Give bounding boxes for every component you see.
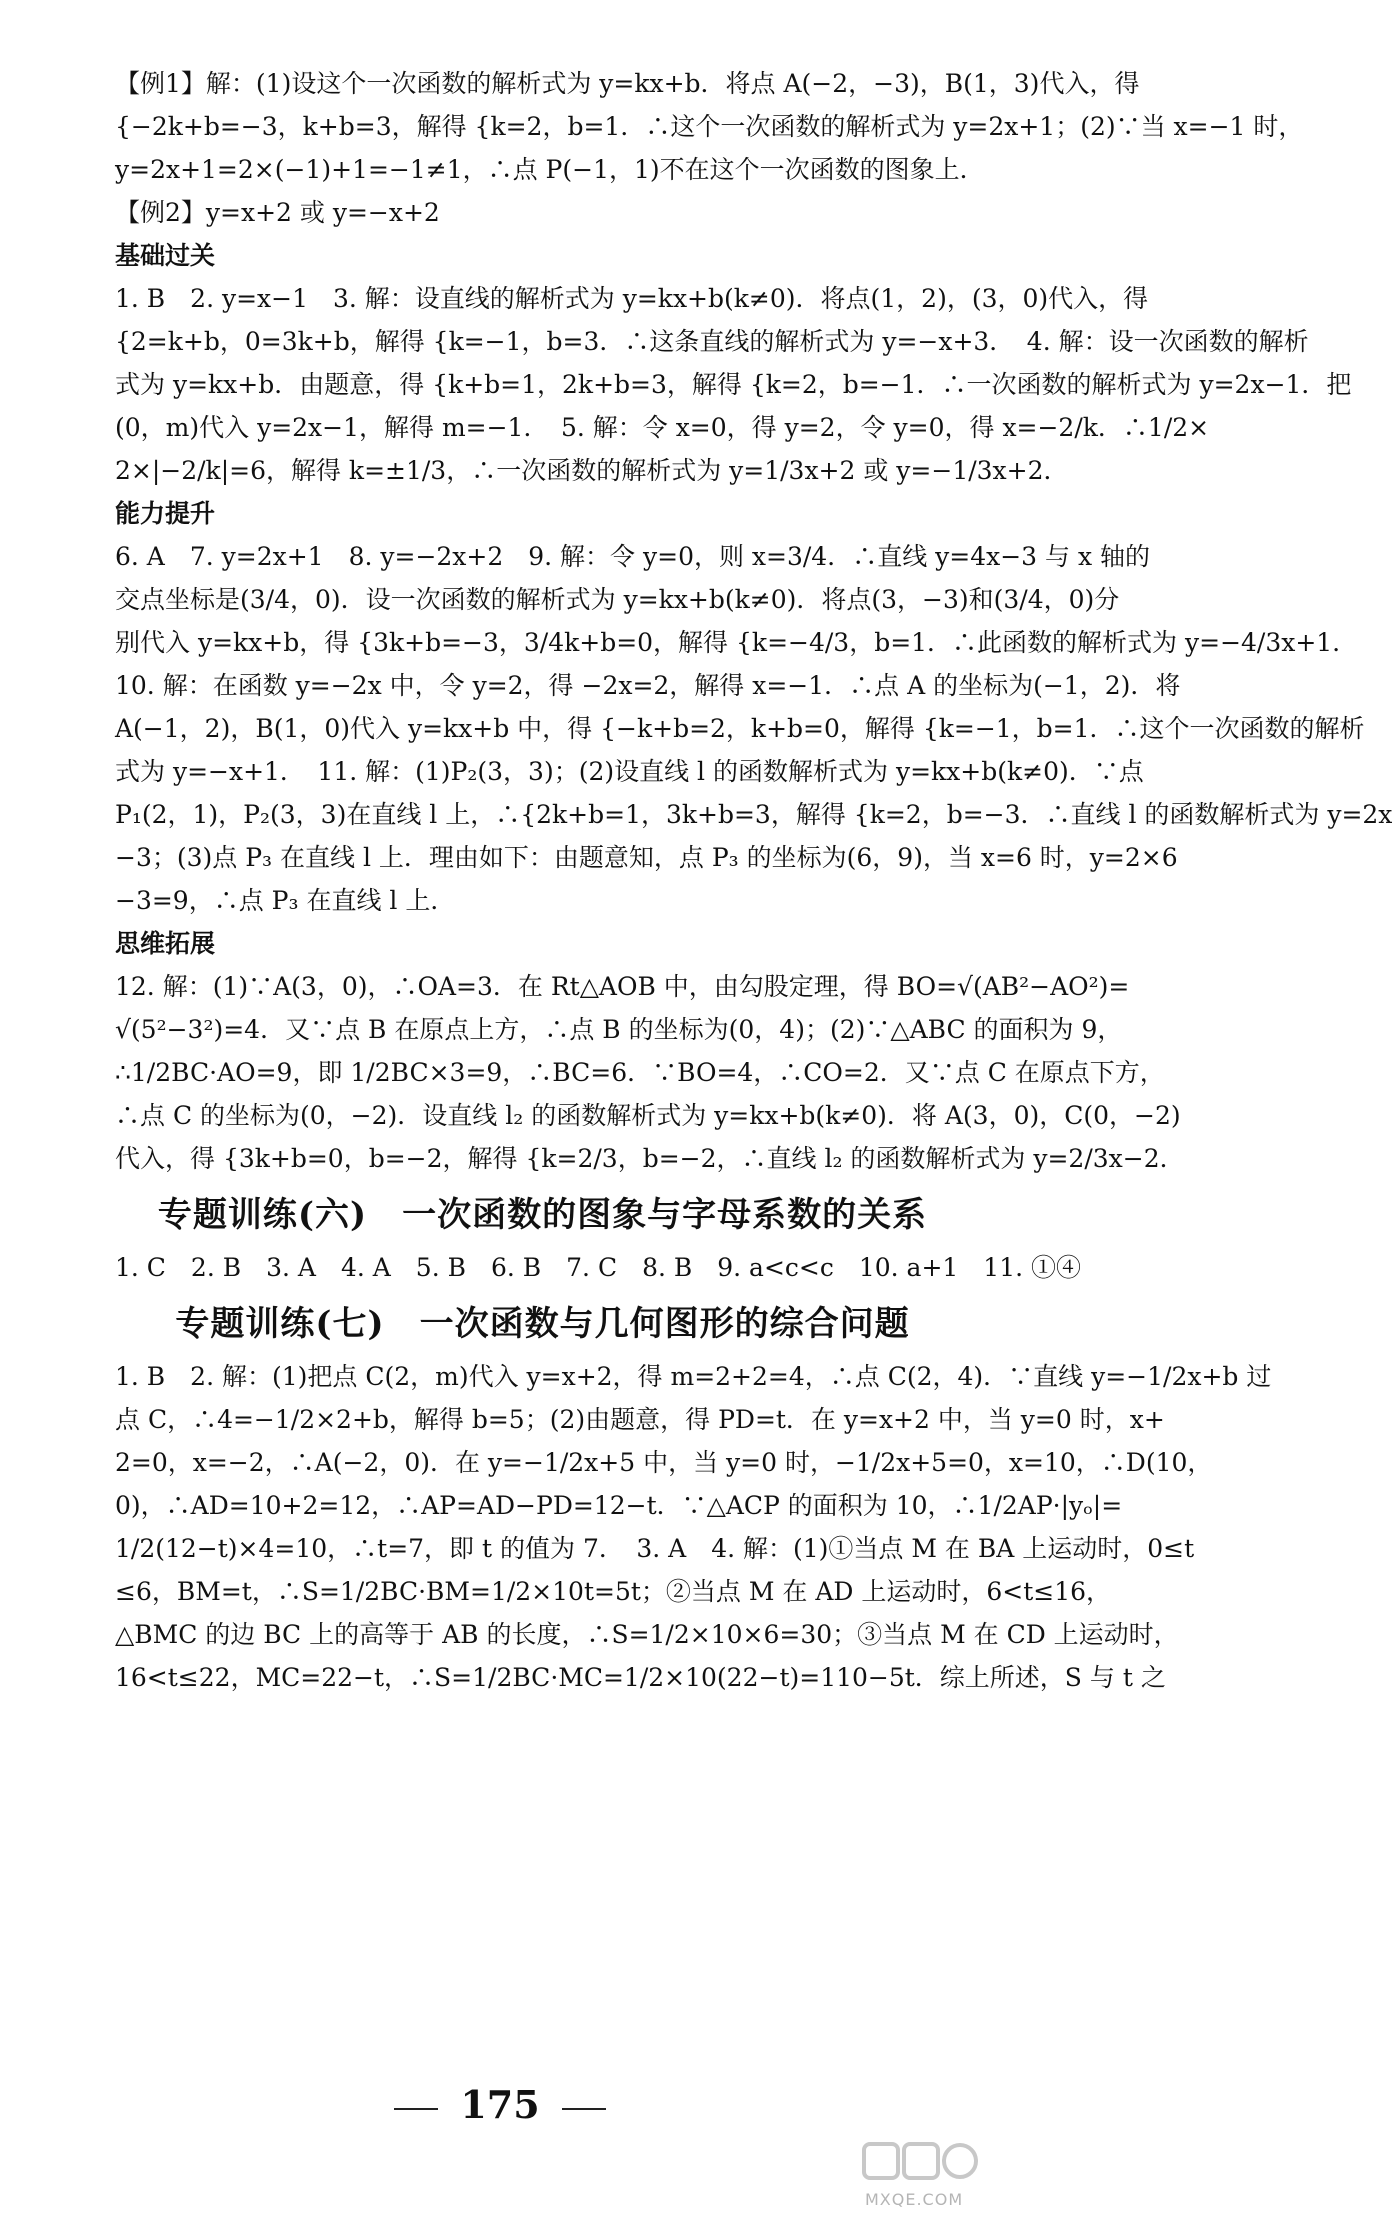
text-line: 代入，得 {3k+b=0，b=−2，解得 {k=2/3，b=−2，∴直线 l₂ 的函数解析式为 y=2/3x−2．	[115, 1144, 1185, 1173]
text-line: 别代入 y=kx+b，得 {3k+b=−3，3/4k+b=0，解得 {k=−4/3，b=1．∴此函数的解析式为 y=−4/3x+1．	[115, 628, 1358, 657]
text-line: 1. B 2. 解：(1)把点 C(2，m)代入 y=x+2，得 m=2+2=4，∴点 C(2，4)．∵直线 y=−1/2x+b 过	[115, 1362, 1272, 1391]
text-line: ∴1/2BC·AO=9，即 1/2BC×3=9，∴BC=6．∵BO=4，∴CO=2．又∵点 C 在原点下方，	[115, 1058, 1165, 1087]
text-line: 6. A 7. y=2x+1 8. y=−2x+2 9. 解：令 y=0，则 x=3/4．∴直线 y=4x−3 与 x 轴的	[115, 542, 1151, 571]
text-line: √(5²−3²)=4．又∵点 B 在原点上方，∴点 B 的坐标为(0，4)；(2)∵△ABC 的面积为 9，	[115, 1015, 1123, 1044]
text-line: {−2k+b=−3，k+b=3，解得 {k=2，b=1．∴这个一次函数的解析式为 y=2x+1；(2)∵当 x=−1 时，	[115, 112, 1304, 141]
text-line: 0)，∴AD=10+2=12，∴AP=AD−PD=12−t．∵△ACP 的面积为 10，∴1/2AP·|yₒ|=	[115, 1491, 1123, 1520]
text-line: 1. B 2. y=x−1 3. 解：设直线的解析式为 y=kx+b(k≠0)．将点(1，2)，(3，0)代入，得	[115, 284, 1149, 313]
section-heading-basic: 基础过关	[115, 241, 216, 270]
text-line: 12. 解：(1)∵A(3，0)，∴OA=3．在 Rt△AOB 中，由勾股定理，得 BO=√(AB²−AO²)=	[115, 972, 1130, 1001]
text-line: {2=k+b，0=3k+b，解得 {k=−1，b=3．∴这条直线的解析式为 y=−x+3． 4. 解：设一次函数的解析	[115, 327, 1309, 356]
topic-heading-6: 专题训练(六) 一次函数的图象与字母系数的关系	[157, 1195, 928, 1235]
section-heading-ability: 能力提升	[115, 499, 216, 528]
page-number-left-dash	[394, 2108, 438, 2110]
text-line: 1/2(12−t)×4=10，∴t=7，即 t 的值为 7． 3. A 4. 解：(1)①当点 M 在 BA 上运动时，0≤t	[115, 1534, 1195, 1563]
text-line: −3；(3)点 P₃ 在直线 l 上．理由如下：由题意知，点 P₃ 的坐标为(6，9)，当 x=6 时，y=2×6	[115, 843, 1178, 872]
text-line: 2×|−2/k|=6，解得 k=±1/3，∴一次函数的解析式为 y=1/3x+2 或 y=−1/3x+2．	[115, 456, 1069, 485]
text-line: 式为 y=−x+1． 11. 解：(1)P₂(3，3)；(2)设直线 l 的函数解析式为 y=kx+b(k≠0)．∵点	[115, 757, 1144, 786]
page-number-right-dash	[562, 2108, 606, 2110]
text-line: 点 C，∴4=−1/2×2+b，解得 b=5；(2)由题意，得 PD=t．在 y=x+2 中，当 y=0 时，x+	[115, 1405, 1165, 1434]
text-line: ≤6，BM=t，∴S=1/2BC·BM=1/2×10t=5t；②当点 M 在 AD 上运动时，6<t≤16，	[115, 1577, 1112, 1606]
page-number-value: 175	[460, 2082, 540, 2127]
topic-heading-7: 专题训练(七) 一次函数与几何图形的综合问题	[175, 1304, 910, 1344]
text-line: ∴点 C 的坐标为(0，−2)．设直线 l₂ 的函数解析式为 y=kx+b(k≠0)．将 A(3，0)，C(0，−2)	[115, 1101, 1181, 1130]
page-number	[0, 2082, 1000, 2127]
text-line: 【例1】解：(1)设这个一次函数的解析式为 y=kx+b．将点 A(−2，−3)，B(1，3)代入，得	[115, 69, 1140, 98]
answer-content	[115, 62, 1392, 1699]
text-line: 交点坐标是(3/4，0)．设一次函数的解析式为 y=kx+b(k≠0)．将点(3，−3)和(3/4，0)分	[115, 585, 1120, 614]
text-line: 式为 y=kx+b．由题意，得 {k+b=1，2k+b=3，解得 {k=2，b=−1．∴一次函数的解析式为 y=2x−1．把	[115, 370, 1352, 399]
text-line: 1. C 2. B 3. A 4. A 5. B 6. B 7. C 8. B 9. a<c<c 10. a+1 11. ①④	[115, 1253, 1082, 1282]
text-line: A(−1，2)，B(1，0)代入 y=kx+b 中，得 {−k+b=2，k+b=0，解得 {k=−1，b=1．∴这个一次函数的解析	[115, 714, 1365, 743]
section-heading-thinking: 思维拓展	[115, 929, 216, 958]
text-line: y=2x+1=2×(−1)+1=−1≠1，∴点 P(−1，1)不在这个一次函数的图象上．	[115, 155, 985, 184]
text-line: −3=9，∴点 P₃ 在直线 l 上．	[115, 886, 456, 915]
text-line: 16<t≤22，MC=22−t，∴S=1/2BC·MC=1/2×10(22−t)=110−5t．综上所述，S 与 t 之	[115, 1663, 1166, 1692]
text-line: 2=0，x=−2，∴A(−2，0)．在 y=−1/2x+5 中，当 y=0 时，−1/2x+5=0，x=10，∴D(10，	[115, 1448, 1213, 1477]
text-line: △BMC 的边 BC 上的高等于 AB 的长度，∴S=1/2×10×6=30；③当点 M 在 CD 上运动时，	[115, 1620, 1179, 1649]
watermark-text: MXQE.COM	[865, 2190, 964, 2209]
text-line: P₁(2，1)，P₂(3，3)在直线 l 上，∴{2k+b=1，3k+b=3，解得 {k=2，b=−3．∴直线 l 的函数解析式为 y=2x	[115, 800, 1392, 829]
text-line: (0，m)代入 y=2x−1，解得 m=−1． 5. 解：令 x=0，得 y=2，令 y=0，得 x=−2/k．∴1/2×	[115, 413, 1210, 442]
text-line: 10. 解：在函数 y=−2x 中，令 y=2，得 −2x=2，解得 x=−1．∴点 A 的坐标为(−1，2)．将	[115, 671, 1181, 700]
text-line: 【例2】y=x+2 或 y=−x+2	[115, 198, 440, 227]
